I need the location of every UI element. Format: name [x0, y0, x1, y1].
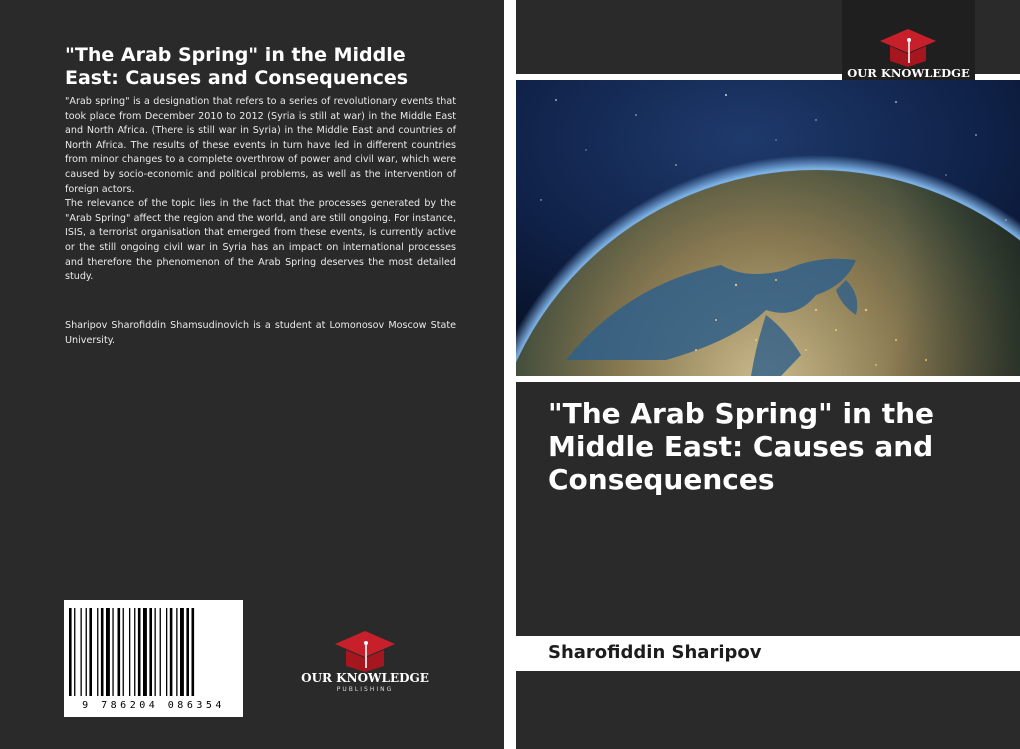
mortarboard-logo-icon	[300, 628, 430, 672]
earth-from-space-image	[516, 80, 1020, 376]
publisher-logo-back	[300, 628, 430, 698]
back-cover	[0, 0, 504, 749]
publisher-name: OUR KNOWLEDGE	[847, 66, 970, 80]
spine-gap	[504, 0, 516, 749]
front-cover	[516, 0, 1020, 749]
author-bio: Sharipov Sharofiddin Shamsudinovich is a student at Lomonosov Moscow State University.	[65, 320, 456, 346]
publisher-subtitle: PUBLISHING	[336, 686, 394, 693]
author-name: Sharofiddin Sharipov	[548, 642, 762, 663]
front-cover-title: "The Arab Spring" in the Middle East: Causes and Consequences	[548, 397, 935, 496]
back-cover-blurb	[65, 95, 456, 285]
isbn-barcode	[64, 600, 243, 717]
middle-divider	[516, 376, 1020, 382]
publisher-name: OUR KNOWLEDGE	[301, 671, 429, 685]
blurb-paragraph-1: "Arab spring" is a designation that refers to a series of revolutionary events that took place from December 2010 to 2012 (Syria is still at war) in the Middle East and North Africa. (There is still war in Syria) in the Middle East and countries of North Africa. The results of these events in turn have led in different countries from minor changes to a complete overthrow of power and civil war, which were caused by socio-economic and political problems, as well as the intervention of foreign actors.	[65, 96, 456, 195]
barcode-number: 9 786204 086354	[82, 700, 225, 711]
blurb-paragraph-2: The relevance of the topic lies in the fact that the processes generated by the "Arab Spring" affect the region and the world, and are still ongoing. For instance, ISIS, a terrorist organisation that emerged from these events, is currently active or the still ongoing civil war in Syria has an impact on international processes and therefore the phenomenon of the Arab Spring deserves the most detailed study.	[65, 198, 456, 283]
back-cover-title: "The Arab Spring" in the Middle East: Causes and Consequences	[65, 44, 409, 89]
mortarboard-logo-icon	[842, 22, 975, 68]
